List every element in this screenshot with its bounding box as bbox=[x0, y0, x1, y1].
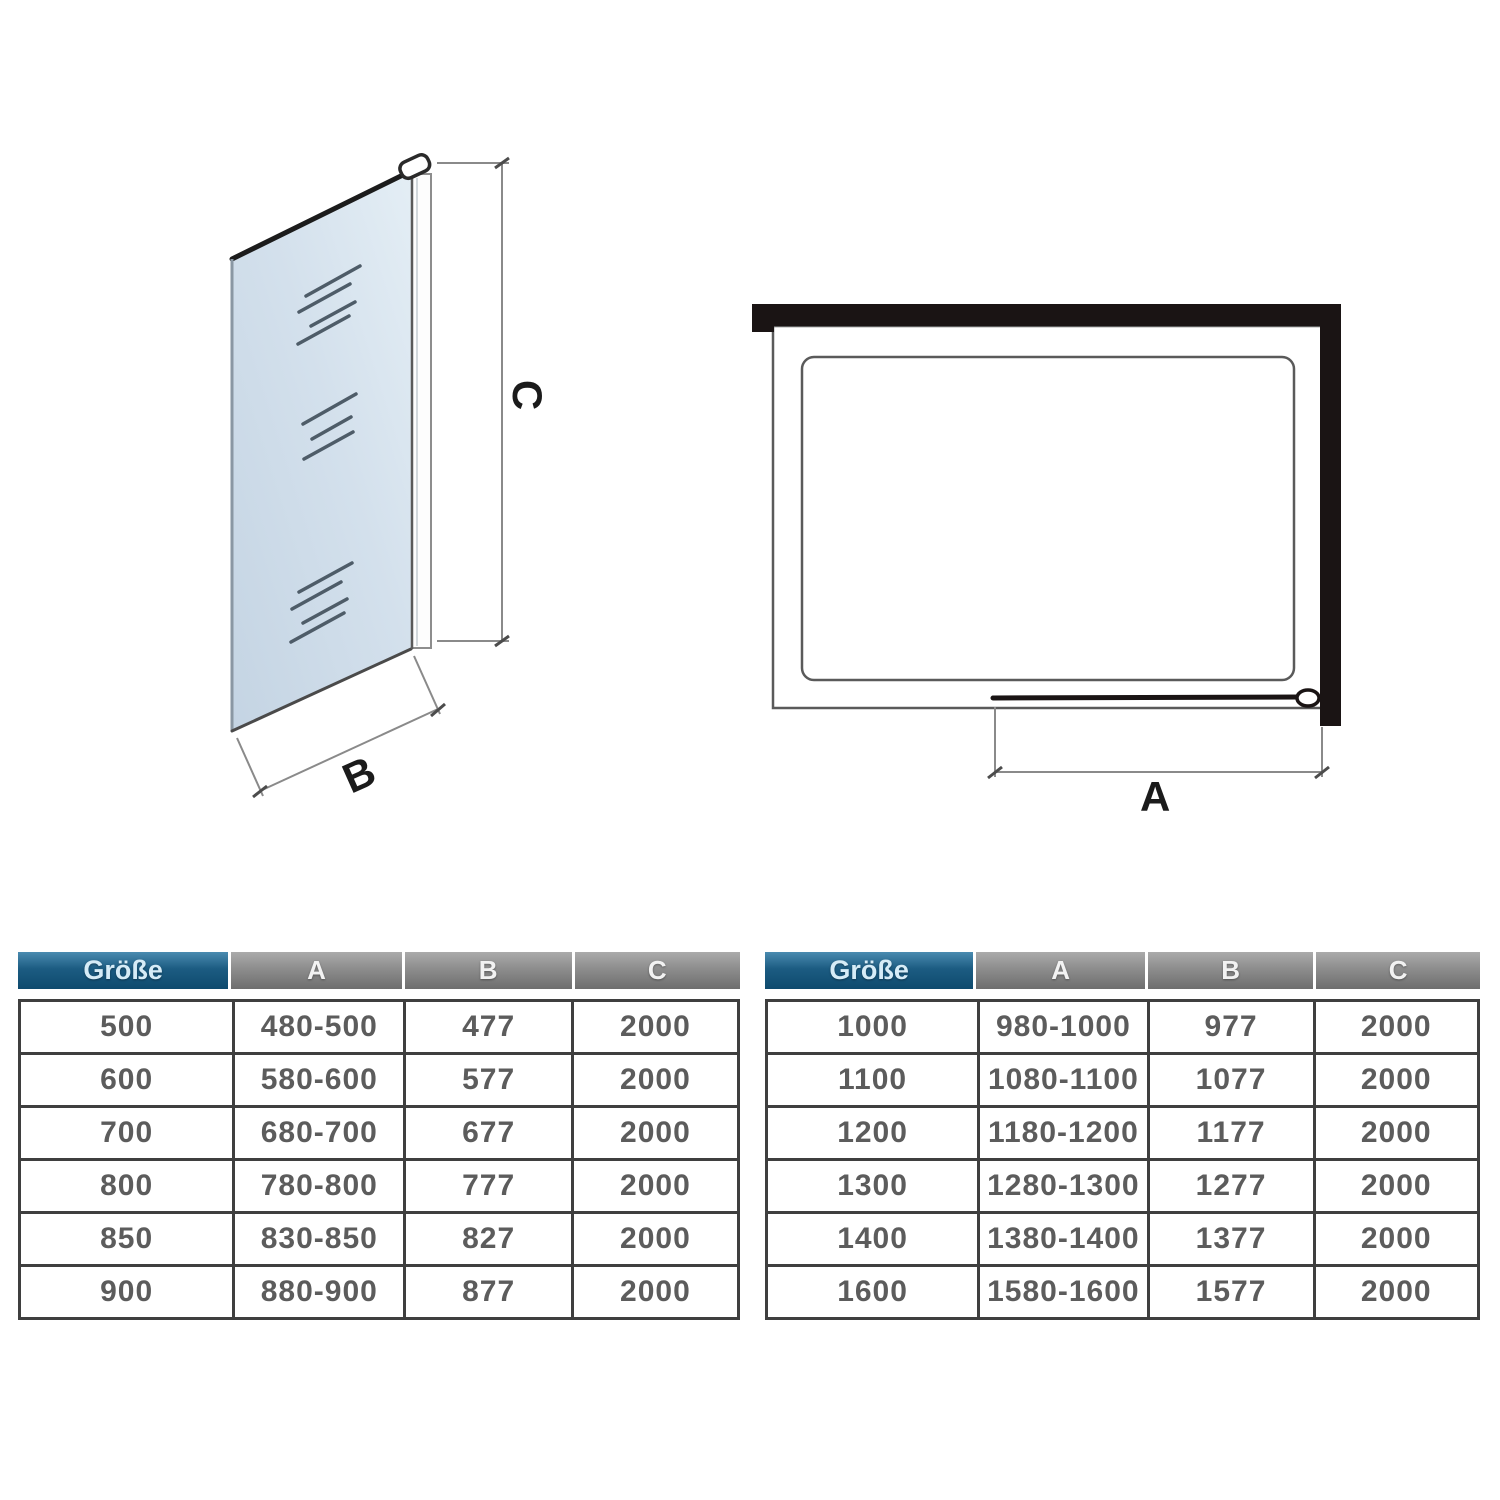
cell-a: 580-600 bbox=[232, 1055, 403, 1105]
cell-c: 2000 bbox=[1313, 1108, 1478, 1158]
dimension-line-c bbox=[437, 158, 509, 646]
wall-right-bar bbox=[1320, 304, 1341, 726]
cell-b: 677 bbox=[403, 1108, 571, 1158]
table-row bbox=[768, 1211, 1477, 1264]
cell-c: 2000 bbox=[571, 1055, 737, 1105]
cell-c: 2000 bbox=[571, 1214, 737, 1264]
cell-a: 480-500 bbox=[232, 1002, 403, 1052]
cell-a: 680-700 bbox=[232, 1108, 403, 1158]
shower-tray-outline bbox=[802, 357, 1294, 680]
cell-groesse: 1000 bbox=[837, 1010, 908, 1043]
enclosure-top-view bbox=[752, 304, 1341, 778]
cell-a: 780-800 bbox=[232, 1161, 403, 1211]
table-row bbox=[768, 1052, 1477, 1105]
table-row bbox=[21, 1105, 737, 1158]
cell-b: 777 bbox=[403, 1161, 571, 1211]
cell-groesse: 1200 bbox=[837, 1116, 908, 1149]
cell-groesse: 800 bbox=[100, 1169, 154, 1202]
cell-groesse: 850 bbox=[100, 1222, 154, 1255]
dimension-label-c: C bbox=[504, 379, 552, 411]
cell-a: 1080-1100 bbox=[977, 1055, 1146, 1105]
table-row bbox=[768, 1158, 1477, 1211]
dimension-line-a bbox=[988, 707, 1329, 778]
cell-groesse: 1600 bbox=[837, 1275, 908, 1308]
cell-a: 830-850 bbox=[232, 1214, 403, 1264]
cell-b: 877 bbox=[403, 1267, 571, 1317]
cell-groesse: 1100 bbox=[838, 1063, 908, 1096]
header-cell-b: B bbox=[1148, 952, 1313, 989]
cell-groesse: 900 bbox=[100, 1275, 154, 1308]
table-row bbox=[768, 1105, 1477, 1158]
header-cell-groesse: Größe bbox=[18, 952, 228, 989]
cell-a: 1380-1400 bbox=[977, 1214, 1146, 1264]
cell-c: 2000 bbox=[571, 1161, 737, 1211]
table-row bbox=[21, 1158, 737, 1211]
cell-b: 1077 bbox=[1147, 1055, 1313, 1105]
cell-groesse: 500 bbox=[100, 1010, 154, 1043]
cell-c: 2000 bbox=[1313, 1214, 1478, 1264]
spec-table-large-sizes bbox=[765, 952, 1480, 1320]
spec-table-small-sizes bbox=[18, 952, 740, 1320]
cell-c: 2000 bbox=[1313, 1002, 1478, 1052]
panel-side-view bbox=[232, 153, 509, 797]
cell-c: 2000 bbox=[1313, 1161, 1478, 1211]
cell-a: 1580-1600 bbox=[977, 1267, 1146, 1317]
cell-a: 880-900 bbox=[232, 1267, 403, 1317]
wall-top-bar bbox=[752, 304, 1341, 326]
table-row bbox=[21, 1052, 737, 1105]
table-header bbox=[765, 952, 1480, 989]
wall-top-bar-end bbox=[752, 304, 774, 332]
header-cell-c: C bbox=[575, 952, 740, 989]
cell-c: 2000 bbox=[1313, 1267, 1478, 1317]
dimension-label-b: B bbox=[335, 746, 383, 803]
cell-b: 1377 bbox=[1147, 1214, 1313, 1264]
cell-b: 827 bbox=[403, 1214, 571, 1264]
table-row bbox=[768, 1002, 1477, 1052]
table-row bbox=[21, 1002, 737, 1052]
cell-c: 2000 bbox=[571, 1267, 737, 1317]
cell-groesse: 1300 bbox=[837, 1169, 908, 1202]
cell-a: 1280-1300 bbox=[977, 1161, 1146, 1211]
header-cell-a: A bbox=[976, 952, 1145, 989]
cell-c: 2000 bbox=[1313, 1055, 1478, 1105]
cell-a: 1180-1200 bbox=[977, 1108, 1146, 1158]
table-row bbox=[768, 1264, 1477, 1317]
table-row bbox=[21, 1264, 737, 1317]
glass-panel-top-view bbox=[993, 697, 1300, 698]
table-body bbox=[18, 999, 740, 1320]
panel-wall-connector bbox=[1297, 690, 1319, 706]
cell-b: 977 bbox=[1147, 1002, 1313, 1052]
cell-groesse: 700 bbox=[100, 1116, 154, 1149]
cell-b: 477 bbox=[403, 1002, 571, 1052]
cell-groesse: 600 bbox=[100, 1063, 154, 1096]
table-row bbox=[21, 1211, 737, 1264]
wall-profile-bar bbox=[412, 174, 431, 648]
cell-b: 1277 bbox=[1147, 1161, 1313, 1211]
cell-groesse: 1400 bbox=[837, 1222, 908, 1255]
cell-c: 2000 bbox=[571, 1108, 737, 1158]
cell-a: 980-1000 bbox=[977, 1002, 1146, 1052]
table-header bbox=[18, 952, 740, 989]
dimension-label-a: A bbox=[1140, 773, 1171, 820]
header-cell-groesse: Größe bbox=[765, 952, 973, 989]
cell-c: 2000 bbox=[571, 1002, 737, 1052]
cell-b: 1177 bbox=[1147, 1108, 1313, 1158]
header-cell-a: A bbox=[231, 952, 401, 989]
cell-b: 577 bbox=[403, 1055, 571, 1105]
header-cell-b: B bbox=[405, 952, 572, 989]
table-body bbox=[765, 999, 1480, 1320]
cell-b: 1577 bbox=[1147, 1267, 1313, 1317]
header-cell-c: C bbox=[1316, 952, 1480, 989]
